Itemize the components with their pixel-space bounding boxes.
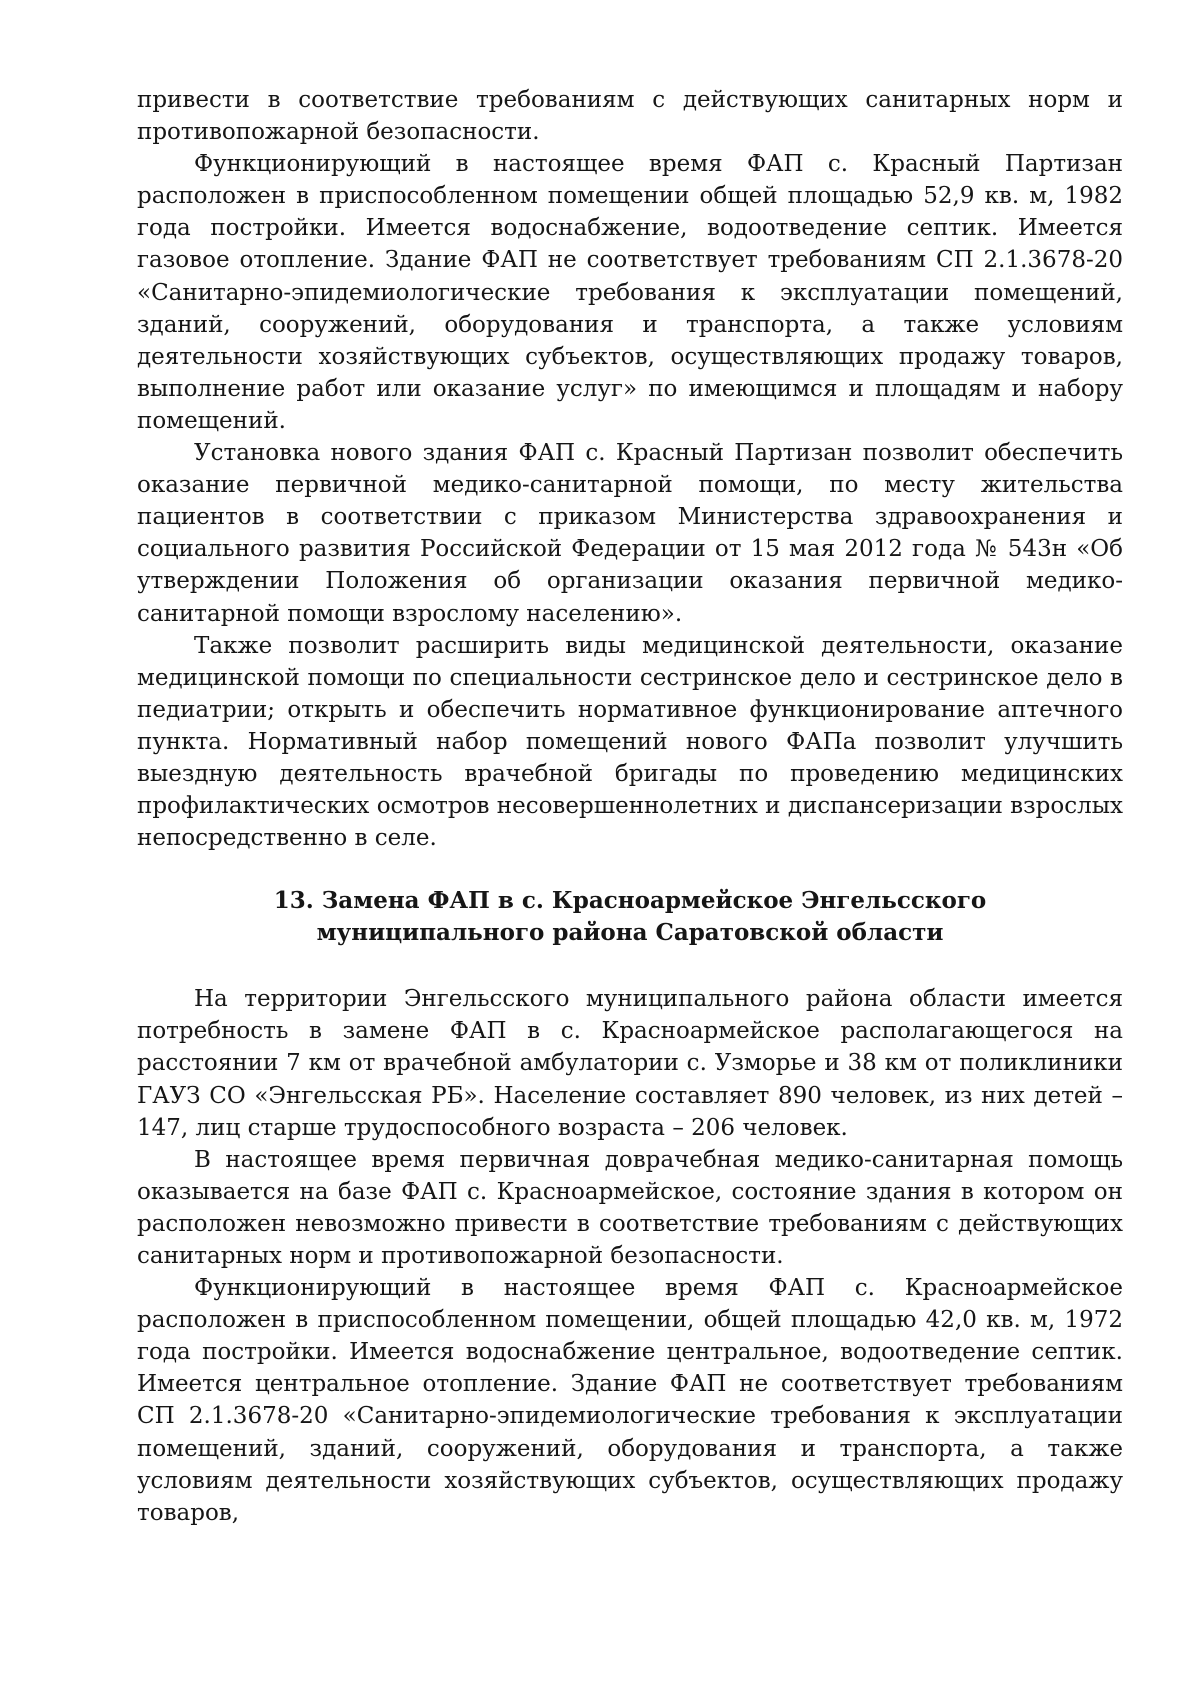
paragraph-current-care: В настоящее время первичная доврачебная медико-санитарная помощь оказывается на базе ФАП с. Красноармейское, состояние здания в котором он расположен невозможно привести в соответствие требованиям с действующих санитарных норм и противопожарной безопасности. [137,1146,1123,1269]
paragraph-continuation: привести в соответствие требованиям с действующих санитарных норм и противопожарной безопасности. [137,87,1123,146]
paragraph-extended-services: Также позволит расширить виды медицинской деятельности, оказание медицинской помощи по специальности сестринское дело и сестринское дело в педиатрии; открыть и обеспечить нормативное функционирование аптечного пункта. Нормативный набор помещений нового ФАПа позволит улучшить выездную деятельность врачебной бригады по проведению медицинских профилактических осмотров несовершеннолетних и диспансеризации взрослых непосредственно в селе. [137,632,1123,852]
document-page [137,84,1123,1529]
paragraph-need-for-replacement: На территории Энгельсского муниципального района области имеется потребность в замене ФАП в с. Красноармейское располагающегося на расстоянии 7 км от врачебной амбулатории с. Узморье и 38 км от поликлиники ГАУЗ СО «Энгельсская РБ». Население составляет 890 человек, из них детей – 147, лиц старше трудоспособного возраста – 206 человек. [137,986,1123,1141]
paragraph-krasnoarmeyskoe-building: Функционирующий в настоящее время ФАП с. Красноармейское расположен в приспособленном помещении, общей площадью 42,0 кв. м, 1972 года постройки. Имеется водоснабжение центральное, водоотведение септик. Имеется центральное отопление. Здание ФАП не соответствует требованиям СП 2.1.3678-20 «Санитарно-эпидемиологические требования к эксплуатации помещений, зданий, сооружений, оборудования и транспорта, а также условиям деятельности хозяйствующих субъектов, осуществляющих продажу товаров, [137,1275,1123,1526]
paragraph-new-building-benefits: Установка нового здания ФАП с. Красный Партизан позволит обеспечить оказание первичной медико-санитарной помощи, по месту жительства пациентов в соответствии с приказом Министерства здравоохранения и социального развития Российской Федерации от 15 мая 2012 года № 543н «Об утверждении Положения об организации оказания первичной медико-санитарной помощи взрослому населению». [137,440,1123,627]
section-heading: 13. Замена ФАП в с. Красноармейское Энгельсского муниципального района Саратовской области [273,887,987,947]
paragraph-krasny-partizan-building: Функционирующий в настоящее время ФАП с. Красный Партизан расположен в приспособленном помещении общей площадью 52,9 кв. м, 1982 года постройки. Имеется водоснабжение, водоотведение септик. Имеется газовое отопление. Здание ФАП не соответствует требованиям СП 2.1.3678-20 «Санитарно-эпидемиологические требования к эксплуатации помещений, зданий, сооружений, оборудования и транспорта, а также условиям деятельности хозяйствующих субъектов, осуществляющих продажу товаров, выполнение работ или оказание услуг» по имеющимся и площадям и набору помещений. [137,151,1123,434]
